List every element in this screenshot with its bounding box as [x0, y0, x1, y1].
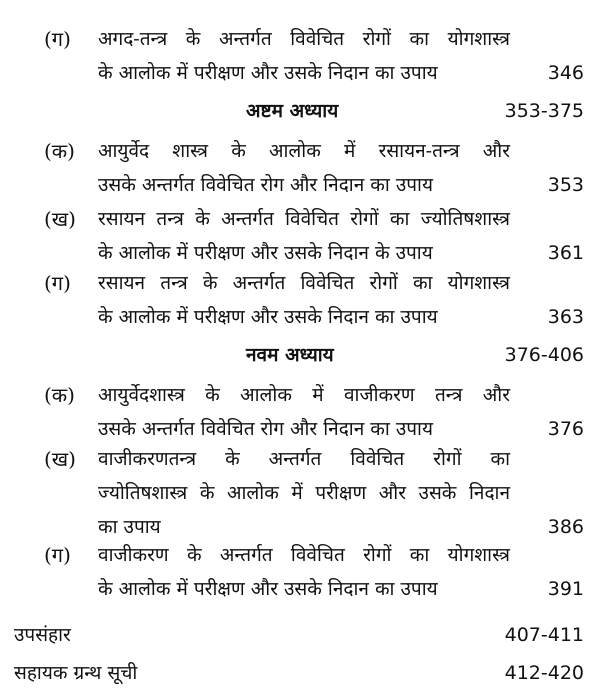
entry-page-number: 363 — [547, 306, 584, 328]
end-matter-page-range: 412-420 — [504, 662, 584, 684]
chapter-page-range: 353-375 — [504, 100, 584, 122]
end-matter-page-range: 407-411 — [504, 624, 584, 646]
entry-page-number: 391 — [547, 578, 584, 600]
toc-entry — [0, 538, 600, 606]
entry-text-line: के आलोक में परीक्षण और उसके निदान के उपाय — [98, 242, 433, 264]
end-matter-title: सहायक ग्रन्थ सूची — [14, 662, 138, 684]
entry-text-line: आयुर्वेद शास्त्र के आलोक में रसायन-तन्त्र और — [98, 140, 510, 162]
entry-text-line: आयुर्वेदशास्त्र के आलोक में वाजीकरण तन्त्र और — [98, 384, 510, 406]
entry-text-line: वाजीकरणतन्त्र के अन्तर्गत विवेचित रोगों का — [98, 448, 510, 470]
entry-text-line: वाजीकरण के अन्तर्गत विवेचित रोगों का योगशास्त्र — [98, 544, 510, 566]
entry-page-number: 376 — [547, 418, 584, 440]
entry-marker: (ग) — [44, 543, 71, 567]
entry-text-line: रसायन तन्त्र के अन्तर्गत विवेचित रोगों का ज्योतिषशास्त्र — [98, 208, 510, 230]
toc-entry — [0, 134, 600, 202]
entry-page-number: 386 — [547, 516, 584, 538]
entry-marker: (क) — [44, 383, 75, 407]
end-matter-entry — [0, 618, 600, 652]
end-matter-entry — [0, 656, 600, 690]
chapter-title: नवम अध्याय — [246, 344, 334, 366]
entry-text-line: के आलोक में परीक्षण और उसके निदान का उपाय — [98, 62, 438, 84]
chapter-heading — [0, 338, 600, 372]
chapter-heading — [0, 94, 600, 128]
entry-text-line: रसायन तन्त्र के अन्तर्गत विवेचित रोगों का योगशास्त्र — [98, 272, 510, 294]
entry-text-line: उसके अन्तर्गत विवेचित रोग और निदान का उपाय — [98, 174, 433, 196]
entry-text-line: ज्योतिषशास्त्र के आलोक में परीक्षण और उसके निदान — [98, 482, 510, 504]
entry-text-line: के आलोक में परीक्षण और उसके निदान का उपाय — [98, 578, 438, 600]
entry-page-number: 361 — [547, 242, 584, 264]
entry-marker: (ग) — [44, 271, 71, 295]
chapter-page-range: 376-406 — [504, 344, 584, 366]
entry-marker: (क) — [44, 139, 75, 163]
entry-marker: (ग) — [44, 27, 71, 51]
toc-entry — [0, 202, 600, 270]
entry-text-line: के आलोक में परीक्षण और उसके निदान का उपाय — [98, 306, 438, 328]
chapter-title: अष्टम अध्याय — [246, 100, 339, 122]
entry-page-number: 353 — [547, 174, 584, 196]
entry-text-line: उसके अन्तर्गत विवेचित रोग और निदान का उपाय — [98, 418, 433, 440]
toc-entry — [0, 442, 600, 544]
toc-entry — [0, 22, 600, 90]
entry-marker: (ख) — [44, 207, 76, 231]
entry-text-line: का उपाय — [98, 516, 161, 538]
toc-entry — [0, 378, 600, 446]
entry-page-number: 346 — [547, 62, 584, 84]
end-matter-title: उपसंहार — [14, 624, 71, 646]
entry-marker: (ख) — [44, 447, 76, 471]
toc-entry — [0, 266, 600, 334]
entry-text-line: अगद-तन्त्र के अन्तर्गत विवेचित रोगों का योगशास्त्र — [98, 28, 510, 50]
